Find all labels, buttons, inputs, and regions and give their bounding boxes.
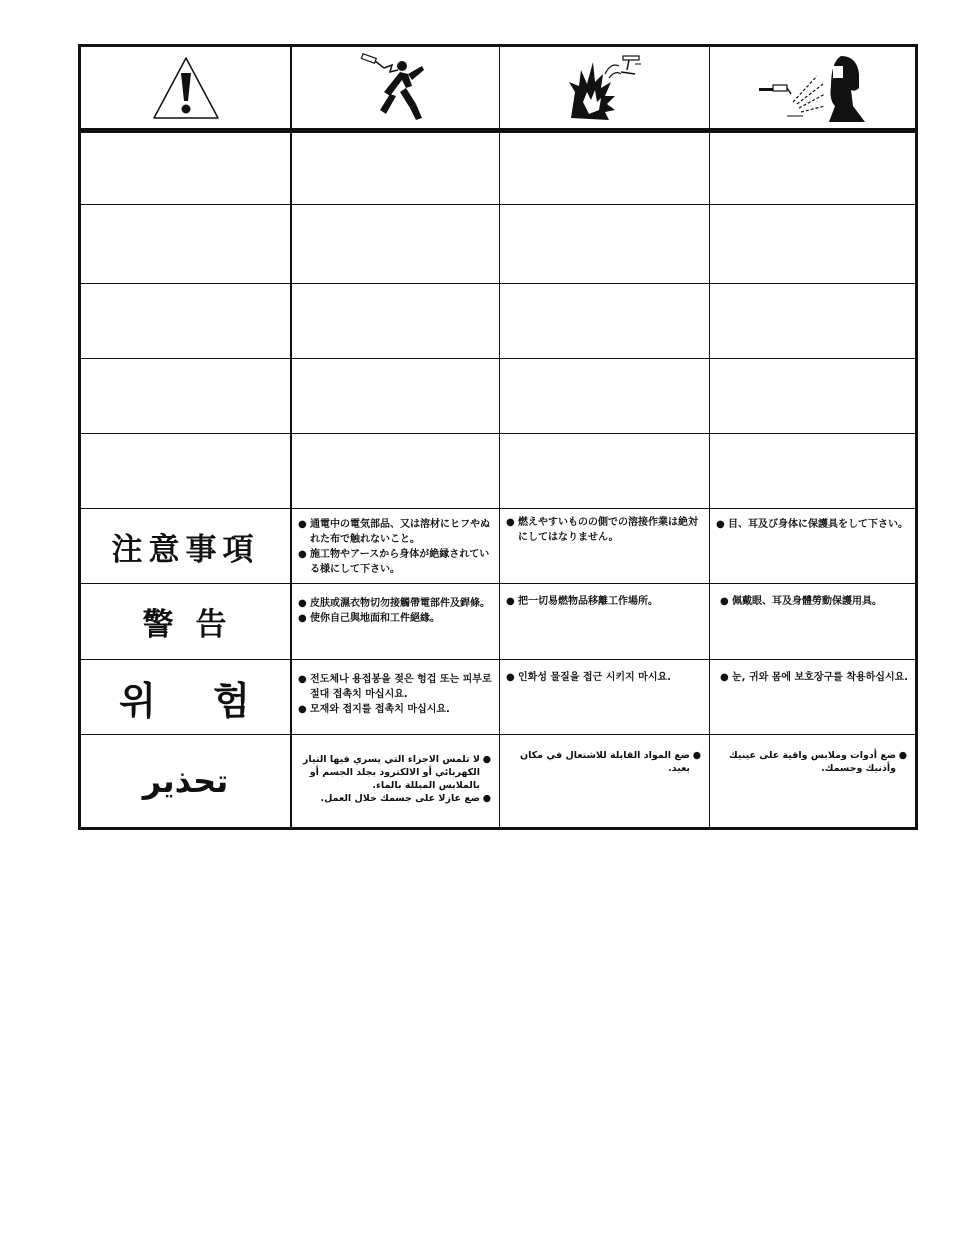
row-chinese <box>81 584 915 660</box>
blank-row <box>81 133 915 205</box>
warning-item: ● 使你自己與地面和工件絕緣。 <box>298 613 440 624</box>
warning-item: ● ضع عازلا على جسمك خلال العمل. <box>320 793 491 804</box>
warning-item: ● 目、耳及び身体に保護具をして下さい。 <box>716 519 908 530</box>
warning-item: ● 눈, 귀와 몸에 보호장구를 착용하십시요. <box>720 672 909 683</box>
header-cell-shock <box>292 47 500 128</box>
language-label: تحذير <box>142 762 229 800</box>
language-label: 注意事項 <box>111 531 260 568</box>
warning-item: ● ضع أدوات وملابس واقية على عينيك وأذنيك وجسمك. <box>728 750 907 774</box>
warning-item: ● 燃えやすいものの側での溶接作業は絶対にしてはなりません。 <box>506 517 698 543</box>
language-label: 警告 <box>142 607 249 643</box>
electric-shock-icon <box>356 52 436 124</box>
warning-item: ● 通電中の電気部品、又は溶材にヒフやぬれた布で触れないこと。 <box>298 519 490 545</box>
welder-helmet-arc-rays-icon <box>757 52 869 124</box>
row-japanese <box>81 509 915 584</box>
warning-item: ● 인화성 물질을 접근 시키지 마시요. <box>506 672 671 683</box>
warning-item: ● لا تلمس الاجزاء التي يسري فيها التيار الكهربائي أو الالكترود بجلد الجسم أو بالملابس المبللة بالماء. <box>302 754 491 791</box>
warning-triangle-icon <box>151 55 221 121</box>
warning-item: ● 把一切易燃物品移離工作場所。 <box>506 596 658 607</box>
row-arabic <box>81 735 915 827</box>
explosion-fire-icon <box>565 52 645 124</box>
warning-item: ● ضع المواد القابلة للاشتعال في مكان بعيد. <box>519 750 701 774</box>
header-row <box>81 47 915 133</box>
language-label: 위 험 <box>119 678 272 723</box>
blank-row <box>81 205 915 284</box>
blank-row <box>81 359 915 434</box>
blank-row <box>81 284 915 359</box>
safety-warning-table <box>78 44 918 830</box>
header-cell-warning <box>81 47 292 128</box>
header-cell-protection <box>710 47 915 128</box>
warning-item: ● 모재와 접지를 접촉치 마십시요. <box>298 704 450 715</box>
warning-item: ● 施工物やアースから身体が絶縁されている様にして下さい。 <box>298 549 490 575</box>
blank-row <box>81 434 915 509</box>
warning-item: ● 皮肤或濕衣物切勿接觸帶電部件及銲條。 <box>298 598 490 609</box>
warning-item: ● 전도체나 용접봉을 젖은 헝겁 또는 피부로 절대 접촉치 마십시요. <box>298 674 492 700</box>
row-korean <box>81 660 915 735</box>
warning-item: ● 佩戴眼、耳及身體勞動保護用具。 <box>720 596 882 607</box>
header-cell-fire <box>500 47 710 128</box>
